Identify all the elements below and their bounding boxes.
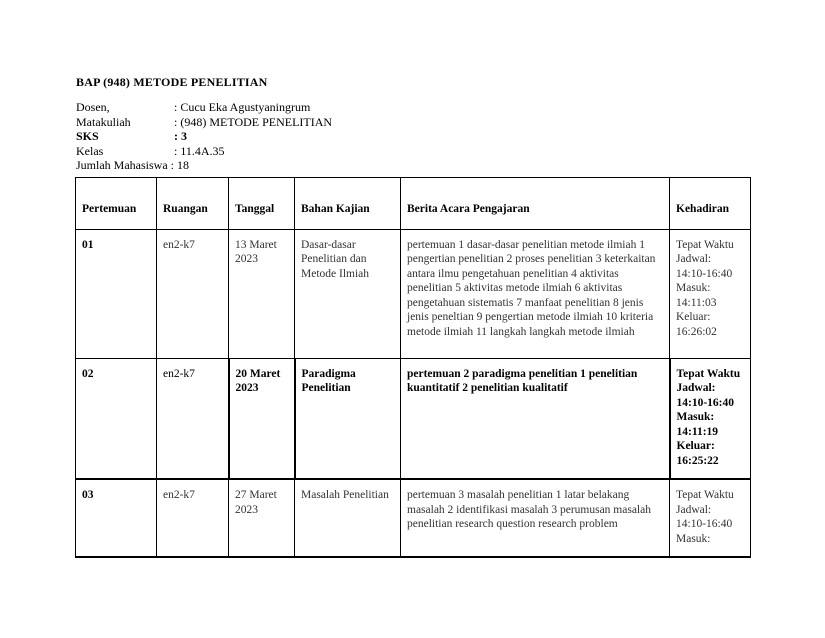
cell-pertemuan: 01 <box>76 229 157 358</box>
kehadiran-masuk-value: 14:11:03 <box>676 296 717 309</box>
info-value: : 3 <box>174 129 187 144</box>
header-kehadiran: Kehadiran <box>670 178 751 230</box>
cell-pertemuan: 03 <box>76 479 157 557</box>
kehadiran-status: Tepat Waktu <box>676 489 734 501</box>
kehadiran-masuk-label: Masuk: <box>676 282 711 294</box>
kehadiran-keluar-value: 16:26:02 <box>676 325 717 338</box>
kehadiran-masuk-value: 14:11:19 <box>676 425 719 438</box>
cell-berita-acara: pertemuan 2 paradigma penelitian 1 penelitian kuantitatif 2 penelitian kualitatif <box>401 358 670 479</box>
kehadiran-jadwal-label: Jadwal: <box>676 382 716 394</box>
cell-ruangan: en2-k7 <box>157 229 229 358</box>
header-berita-acara: Berita Acara Pengajaran <box>401 178 670 230</box>
kehadiran-keluar-label: Keluar: <box>676 311 711 323</box>
attendance-table-container <box>75 177 750 558</box>
table-row <box>76 358 751 479</box>
info-row-dosen <box>76 100 332 115</box>
kehadiran-status: Tepat Waktu <box>676 238 734 251</box>
kehadiran-jadwal-value: 14:10-16:40 <box>676 396 734 409</box>
cell-pertemuan: 02 <box>76 358 157 479</box>
table-header-row <box>76 178 751 230</box>
kehadiran-masuk-label: Masuk: <box>676 532 711 545</box>
kehadiran-keluar-label: Keluar: <box>676 440 715 452</box>
info-row-jumlah-mahasiswa <box>76 158 332 173</box>
info-label: Matakuliah <box>76 114 131 129</box>
info-row-matakuliah <box>76 115 332 130</box>
kehadiran-jadwal-value: 14:10-16:40 <box>676 518 733 530</box>
header-pertemuan: Pertemuan <box>76 178 157 230</box>
kehadiran-jadwal-value: 14:10-16:40 <box>676 267 733 280</box>
kehadiran-jadwal-label: Jadwal: <box>676 253 712 265</box>
info-row-kelas <box>76 144 332 159</box>
cell-kehadiran <box>670 229 751 358</box>
info-label: SKS <box>76 129 99 144</box>
cell-ruangan: en2-k7 <box>157 358 229 479</box>
info-value: : Cucu Eka Agustyaningrum <box>174 100 311 114</box>
cell-kehadiran <box>670 358 751 479</box>
info-label: Kelas <box>76 143 104 158</box>
header-ruangan: Ruangan <box>157 178 229 230</box>
cell-ruangan: en2-k7 <box>157 479 229 557</box>
kehadiran-keluar-value: 16:25:22 <box>676 454 719 467</box>
kehadiran-status: Tepat Waktu <box>676 367 741 380</box>
kehadiran-jadwal-label: Jadwal: <box>676 503 712 516</box>
info-row-sks <box>76 129 332 144</box>
header-tanggal: Tanggal <box>229 178 295 230</box>
info-label: Jumlah Mahasiswa <box>76 158 168 173</box>
cell-berita-acara: pertemuan 1 dasar-dasar penelitian metode ilmiah 1 pengertian penelitian 2 proses penelitian 3 keterkaitan antara ilmu pengetahuan penelitian 4 aktivitas penelitian 5 aktivitas metode ilmiah 6 aktivitas pengetahuan sistematis 7 manfaat penelitian 8 jenis jenis peneltian 9 pengertian metode ilmiah 10 kriteria metode ilmiah 11 langkah langkah metode ilmiah <box>401 229 670 358</box>
attendance-table <box>75 177 751 558</box>
cell-berita-acara: pertemuan 3 masalah penelitian 1 latar belakang masalah 2 identifikasi masalah 3 perumusan masalah penelitian research question research problem <box>401 479 670 557</box>
kehadiran-masuk-label: Masuk: <box>676 411 715 423</box>
cell-bahan-kajian: Paradigma Penelitian <box>295 358 401 479</box>
cell-tanggal: 13 Maret 2023 <box>229 229 295 358</box>
info-label: Dosen, <box>76 100 110 114</box>
document-title: BAP (948) METODE PENELITIAN <box>76 75 268 89</box>
cell-tanggal: 27 Maret 2023 <box>229 479 295 557</box>
table-row <box>76 229 751 358</box>
header-bahan-kajian: Bahan Kajian <box>295 178 401 230</box>
cell-bahan-kajian: Masalah Penelitian <box>295 479 401 557</box>
course-info <box>76 100 332 173</box>
cell-bahan-kajian: Dasar-dasar Penelitian dan Metode Ilmiah <box>295 229 401 358</box>
info-value: : 18 <box>170 158 189 173</box>
table-row <box>76 479 751 557</box>
info-value: : 11.4A.35 <box>174 143 225 158</box>
info-value: : (948) METODE PENELITIAN <box>174 114 333 129</box>
cell-tanggal: 20 Maret 2023 <box>229 358 295 479</box>
cell-kehadiran <box>670 479 751 557</box>
